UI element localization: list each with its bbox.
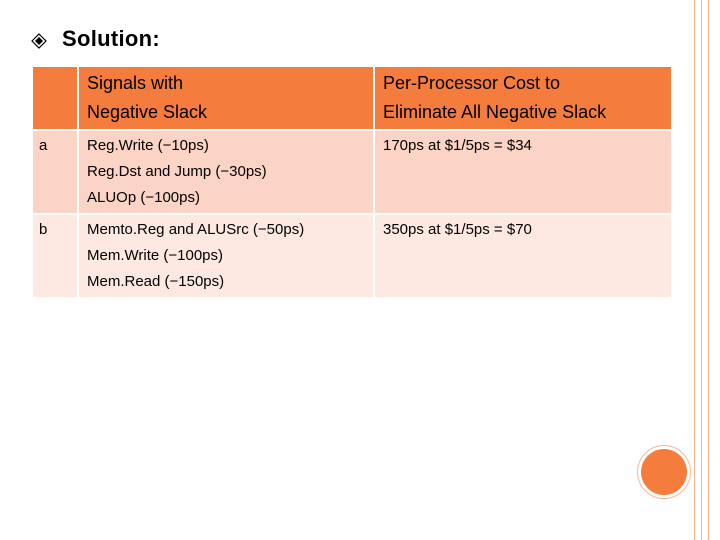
diamond-bullet-icon [31,33,47,49]
cost-cell: 170ps at $1/5ps = $34 [374,130,672,214]
header-cost-cell [374,66,672,130]
signal-item: Memto.Reg and ALUSrc (−50ps) [87,221,305,238]
header-signals-cell [78,66,374,130]
table-header-row [32,66,672,130]
header-signals-line-2: Negative Slack [87,102,208,122]
row-label: b [32,214,78,298]
frame-line-2 [701,0,702,540]
cost-cell: 350ps at $1/5ps = $70 [374,214,672,298]
header-signals-line-1: Signals with [87,73,184,93]
table-row [32,214,672,298]
slide-title: Solution: [62,26,161,51]
signals-cell [78,214,374,298]
frame-line-1 [694,0,695,540]
signal-item: ALUOp (−100ps) [87,189,200,206]
signal-item: Mem.Read (−150ps) [87,273,225,290]
signal-item: Reg.Dst and Jump (−30ps) [87,163,267,180]
signal-item: Reg.Write (−10ps) [87,137,209,154]
table-row [32,130,672,214]
decorative-circle [641,449,687,495]
header-label-cell [32,66,78,130]
signal-item: Mem.Write (−100ps) [87,247,224,264]
row-label: a [32,130,78,214]
solution-table [31,65,673,299]
frame-line-3 [708,0,709,540]
header-cost-line-1: Per-Processor Cost to [383,73,561,93]
signals-cell [78,130,374,214]
header-cost-line-2: Eliminate All Negative Slack [383,102,607,122]
